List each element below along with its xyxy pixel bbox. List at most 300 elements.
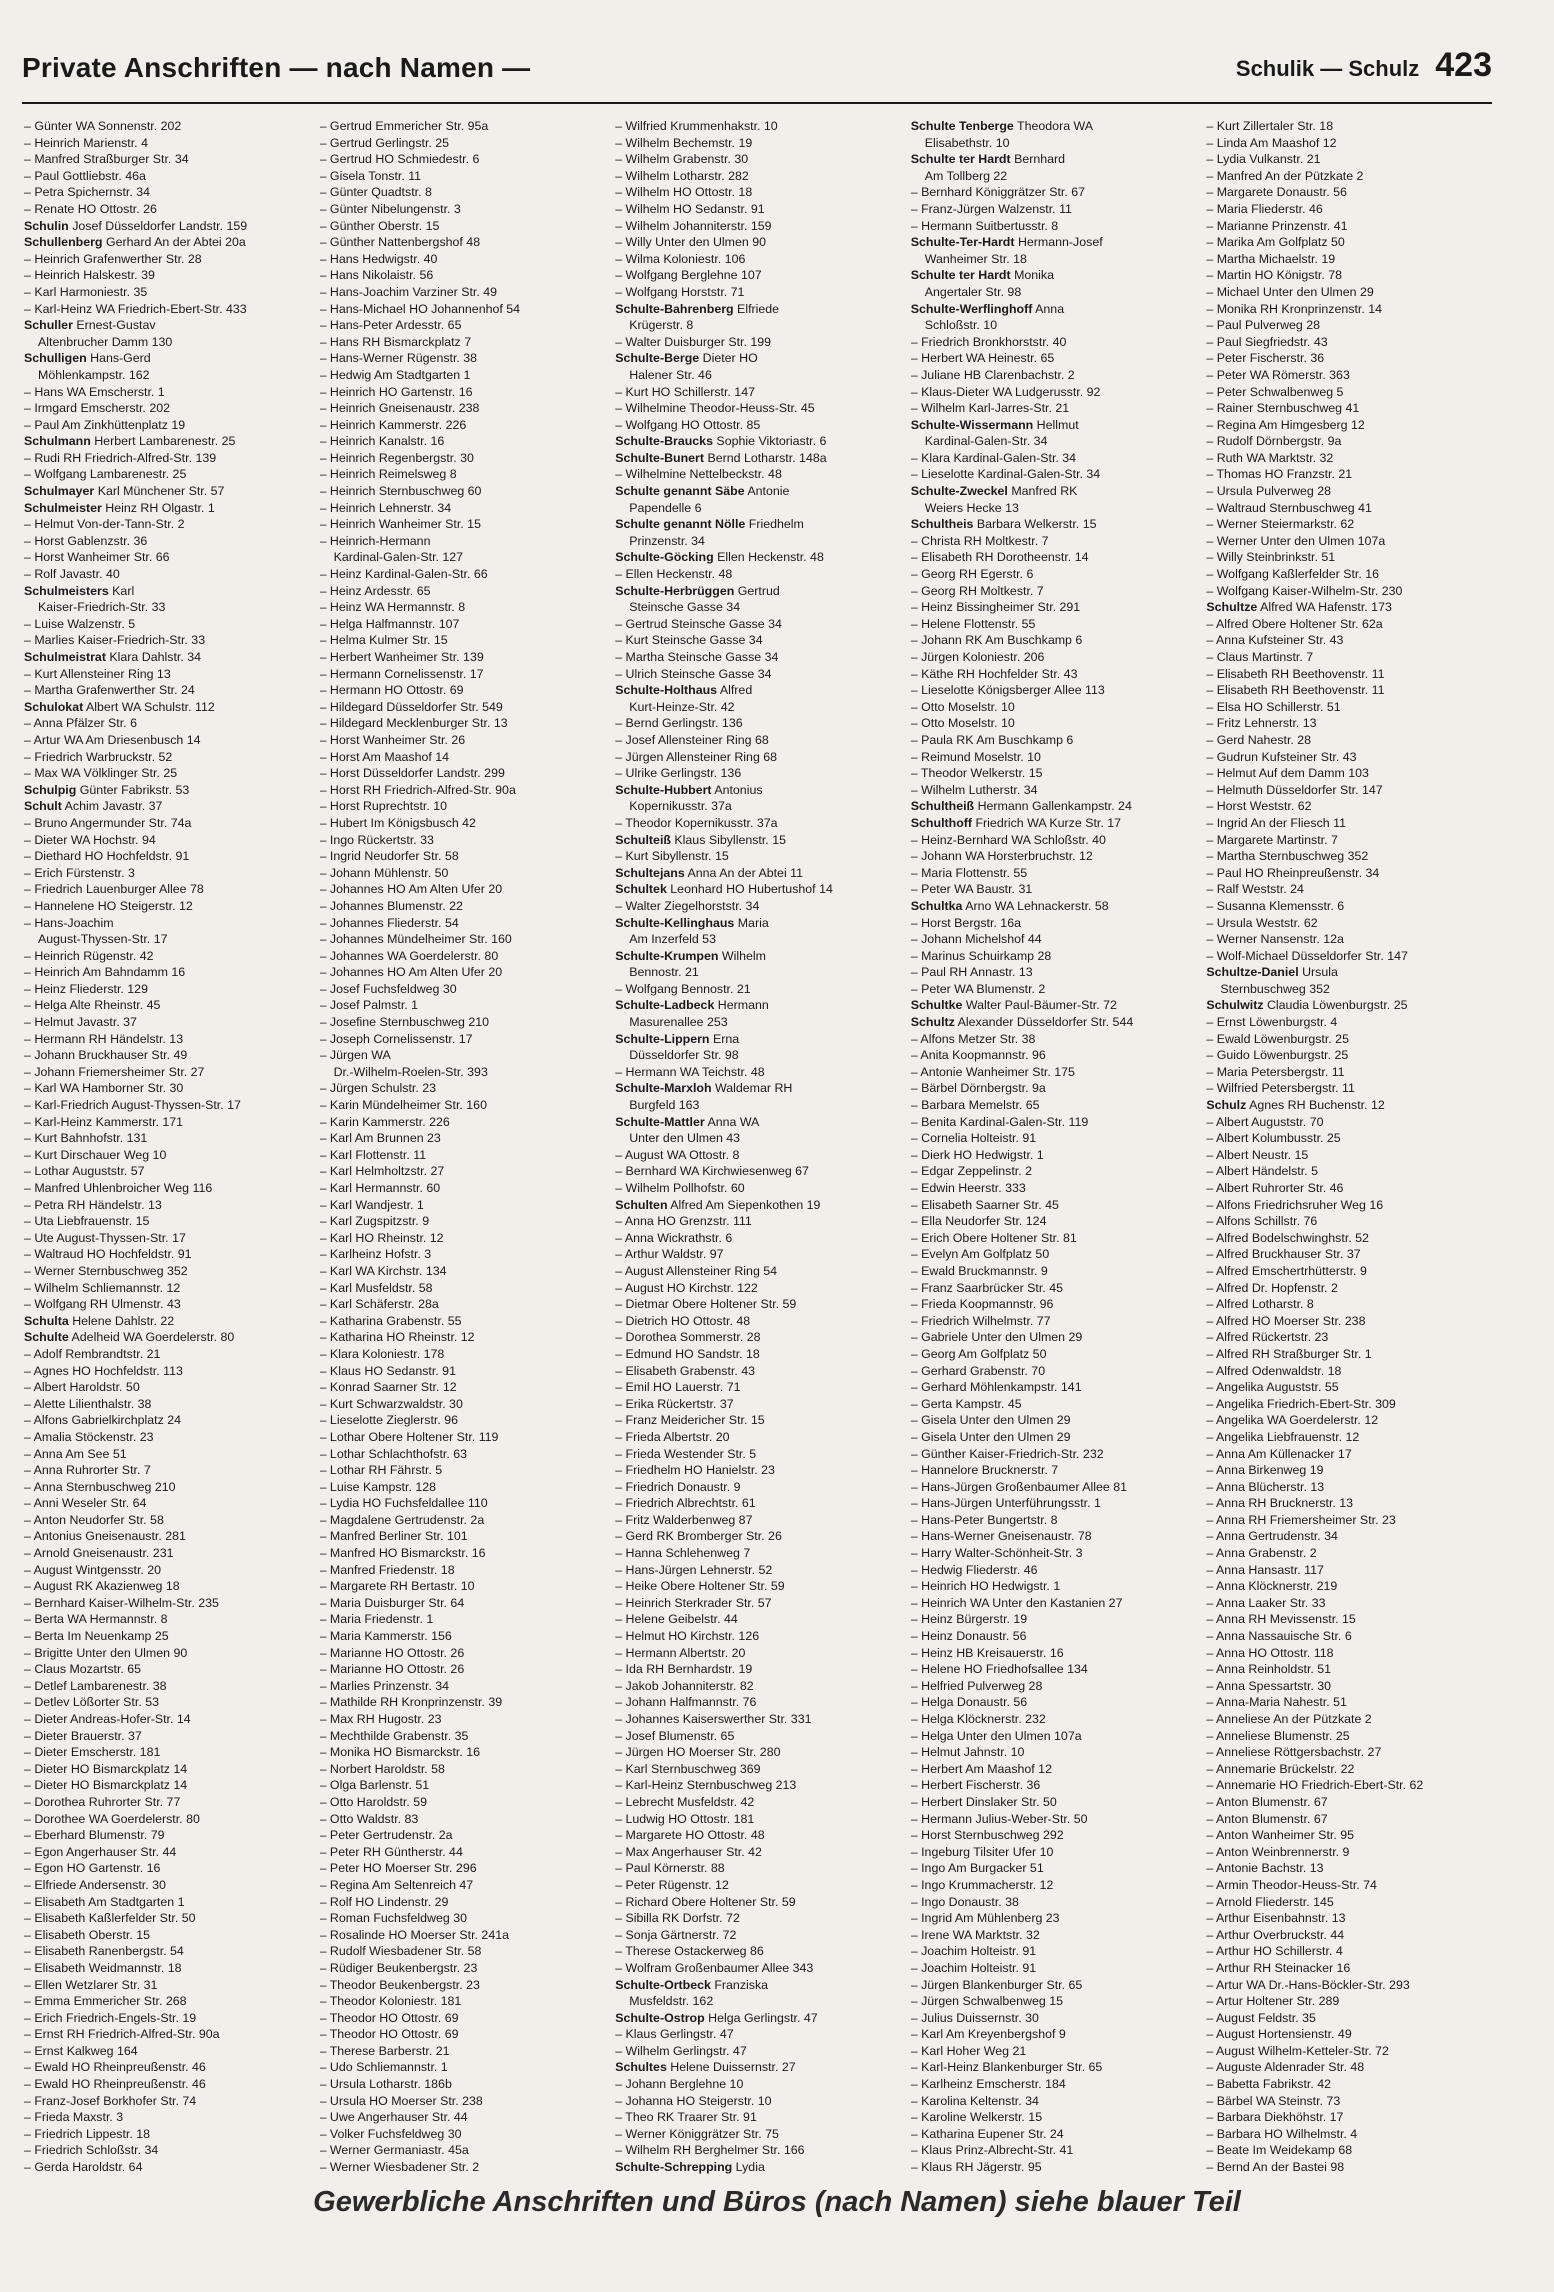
entry-text: – Wolf-Michael Düsseldorfer Str. 147 xyxy=(1206,948,1408,963)
entry-text: – Hans Hedwigstr. 40 xyxy=(319,251,438,266)
directory-entry xyxy=(911,1213,1203,1230)
entry-text: – Alfons Metzer Str. 38 xyxy=(910,1031,1036,1046)
entry-text: – Maria Petersbergstr. 11 xyxy=(1206,1064,1345,1079)
directory-entry xyxy=(320,1910,612,1927)
directory-entry xyxy=(320,1014,612,1031)
directory-entry xyxy=(911,1246,1203,1263)
directory-entry xyxy=(911,483,1203,500)
directory-entry xyxy=(24,417,316,434)
entry-text: – Susanna Klemensstr. 6 xyxy=(1206,898,1345,913)
entry-text: Dr.-Wilhelm-Roelen-Str. 393 xyxy=(333,1064,488,1079)
entry-text: – Ingrid Am Mühlenberg 23 xyxy=(910,1911,1060,1926)
entry-text: Kaiser-Friedrich-Str. 33 xyxy=(38,600,166,615)
entry-text: – Walter Ziegelhorststr. 34 xyxy=(615,898,760,913)
entry-text: – Herbert Am Maashof 12 xyxy=(910,1761,1052,1776)
directory-entry xyxy=(320,599,612,616)
entry-text: – Wilhelmine Theodor-Heuss-Str. 45 xyxy=(615,401,815,416)
directory-entry xyxy=(320,384,612,401)
directory-entry xyxy=(1206,2159,1498,2176)
entry-text: – Gisela Unter den Ulmen 29 xyxy=(910,1429,1071,1444)
directory-entry xyxy=(320,417,612,434)
entry-text: – Johannes HO Am Alten Ufer 20 xyxy=(319,965,503,980)
entry-text: – Anneliese Röttgersbachstr. 27 xyxy=(1206,1745,1382,1760)
page-number: 423 xyxy=(1435,46,1492,84)
directory-entry xyxy=(1206,832,1498,849)
entry-text: – Theo RK Traarer Str. 91 xyxy=(615,2110,757,2125)
entry-text: – Linda Am Maashof 12 xyxy=(1206,135,1337,150)
entry-text: Kardinal-Galen-Str. 34 xyxy=(924,434,1048,449)
entry-text: – Gisela Unter den Ulmen 29 xyxy=(910,1413,1071,1428)
entry-text: – Alette Lilienthalstr. 38 xyxy=(24,1396,152,1411)
surname-heading: Schulte-Marxloh xyxy=(615,1081,712,1096)
entry-text: – Anni Weseler Str. 64 xyxy=(24,1496,147,1511)
entry-text: – Elisabeth RH Beethovenstr. 11 xyxy=(1206,683,1385,698)
entry-text: Claudia Löwenburgstr. 25 xyxy=(1263,998,1408,1013)
entry-text: – Horst Wanheimer Str. 66 xyxy=(24,550,170,565)
entry-text: Am Inzerfeld 53 xyxy=(629,932,716,947)
entry-text: – Karl Zugspitzstr. 9 xyxy=(319,1214,430,1229)
entry-text: – Ute August-Thyssen-Str. 17 xyxy=(24,1230,186,1245)
directory-entry xyxy=(615,1246,907,1263)
entry-text: – Arthur Eisenbahnstr. 13 xyxy=(1206,1911,1346,1926)
entry-text: – Bernhard Königgrätzer Str. 67 xyxy=(910,185,1086,200)
directory-entry xyxy=(615,500,907,517)
entry-text: – Heinrich HO Hedwigstr. 1 xyxy=(910,1579,1061,1594)
directory-entry xyxy=(320,1794,612,1811)
directory-entry xyxy=(615,1860,907,1877)
directory-entry xyxy=(1206,848,1498,865)
entry-text: – Heinrich Wanheimer Str. 15 xyxy=(319,517,481,532)
directory-entry xyxy=(24,1744,316,1761)
directory-entry xyxy=(615,732,907,749)
entry-text: – Kurt Steinsche Gasse 34 xyxy=(615,633,763,648)
entry-text: – Alfred Bruckhauser Str. 37 xyxy=(1206,1247,1361,1262)
directory-entry xyxy=(320,981,612,998)
surname-heading: Schulmeisters xyxy=(24,583,109,598)
entry-text: – Günter Nibelungenstr. 3 xyxy=(319,201,461,216)
entry-text: Papendelle 6 xyxy=(629,500,702,515)
directory-entry xyxy=(911,1811,1203,1828)
entry-text: – Klaus-Dieter WA Ludgerusstr. 92 xyxy=(910,384,1101,399)
entry-text: Agnes RH Buchenstr. 12 xyxy=(1246,1098,1385,1113)
entry-text: – Wolfgang RH Ulmenstr. 43 xyxy=(24,1297,181,1312)
directory-entry xyxy=(320,915,612,932)
directory-entry xyxy=(911,1014,1203,1031)
directory-entry xyxy=(24,682,316,699)
entry-text: Masurenallee 253 xyxy=(629,1015,728,1030)
directory-entry xyxy=(320,267,612,284)
directory-entry xyxy=(911,2093,1203,2110)
entry-text: – Hans-Werner Gneisenaustr. 78 xyxy=(910,1529,1092,1544)
entry-text: – Günter Quadtstr. 8 xyxy=(319,185,432,200)
directory-entry xyxy=(24,2159,316,2176)
entry-text: – Anna Kufsteiner Str. 43 xyxy=(1206,633,1344,648)
entry-text: – Theodor HO Ottostr. 69 xyxy=(319,2010,459,2025)
entry-text: – Erika Rückertstr. 37 xyxy=(615,1396,734,1411)
directory-entry xyxy=(24,2126,316,2143)
entry-text: – Karl-Heinz Kammerstr. 171 xyxy=(24,1114,184,1129)
entry-text: – Dorothea Ruhrorter Str. 77 xyxy=(24,1794,181,1809)
directory-entry xyxy=(320,649,612,666)
listing-column-2 xyxy=(320,118,612,2178)
directory-entry xyxy=(911,1927,1203,1944)
entry-text: August-Thyssen-Str. 17 xyxy=(38,932,168,947)
surname-heading: Schullenberg xyxy=(24,235,103,250)
entry-text: – Anna Reinholdstr. 51 xyxy=(1206,1662,1332,1677)
directory-entry xyxy=(1206,201,1498,218)
directory-entry xyxy=(320,1363,612,1380)
entry-text: – Therese Barberstr. 21 xyxy=(319,2043,450,2058)
entry-text: – Ernst RH Friedrich-Alfred-Str. 90a xyxy=(24,2027,220,2042)
entry-text: – Gerhard Möhlenkampstr. 141 xyxy=(910,1380,1082,1395)
entry-text: Kopernikusstr. 37a xyxy=(629,799,732,814)
entry-text: – Ellen Heckenstr. 48 xyxy=(615,567,733,582)
directory-entry xyxy=(1206,2126,1498,2143)
directory-entry xyxy=(320,1280,612,1297)
directory-entry xyxy=(615,1528,907,1545)
directory-entry xyxy=(911,1844,1203,1861)
directory-entry xyxy=(1206,1114,1498,1131)
directory-entry xyxy=(911,118,1203,135)
directory-entry xyxy=(911,1446,1203,1463)
entry-text: Elisabethstr. 10 xyxy=(924,135,1010,150)
directory-entry xyxy=(615,1844,907,1861)
directory-entry xyxy=(615,948,907,965)
entry-text: Erna xyxy=(709,1031,740,1046)
directory-entry xyxy=(320,500,612,517)
entry-text: – Klaus HO Sedanstr. 91 xyxy=(319,1363,456,1378)
directory-entry xyxy=(320,1528,612,1545)
entry-text: – Berta Im Neuenkamp 25 xyxy=(24,1629,169,1644)
entry-text: – Antonius Gneisenaustr. 281 xyxy=(24,1529,186,1544)
directory-entry xyxy=(615,1960,907,1977)
surname-heading: Schulte-Schrepping xyxy=(615,2160,733,2175)
directory-entry xyxy=(24,367,316,384)
directory-entry xyxy=(24,1910,316,1927)
entry-text: Klaus Sibyllenstr. 15 xyxy=(670,832,786,847)
entry-text: – Jürgen Schwalbenweg 15 xyxy=(910,1994,1064,2009)
directory-entry xyxy=(24,881,316,898)
entry-text: Steinsche Gasse 34 xyxy=(629,600,741,615)
entry-text: – Hedwig Am Stadtgarten 1 xyxy=(319,367,471,382)
entry-text: Alfred xyxy=(717,683,753,698)
surname-heading: Schulte-Hubbert xyxy=(615,782,712,797)
entry-text: – Monika HO Bismarckstr. 16 xyxy=(319,1745,481,1760)
entry-text: – Wolfgang Kaßlerfelder Str. 16 xyxy=(1206,567,1380,582)
entry-text: – Helmut Von-der-Tann-Str. 2 xyxy=(24,517,185,532)
entry-text: – Klaus Gerlingstr. 47 xyxy=(615,2027,734,2042)
entry-text: – Berta WA Hermannstr. 8 xyxy=(24,1612,168,1627)
entry-text: – Bärbel WA Steinstr. 73 xyxy=(1206,2093,1341,2108)
directory-entry xyxy=(911,881,1203,898)
entry-text: – Barbara Diekhöhstr. 17 xyxy=(1206,2110,1344,2125)
directory-entry xyxy=(911,334,1203,351)
entry-text: – Rainer Sternbuschweg 41 xyxy=(1206,401,1360,416)
entry-text: – Anna Am Küllenacker 17 xyxy=(1206,1446,1352,1461)
directory-entry xyxy=(615,1163,907,1180)
entry-text: Elfriede xyxy=(733,301,780,316)
entry-text: – Gerta Kampstr. 45 xyxy=(910,1396,1022,1411)
entry-text: – Karl-Friedrich August-Thyssen-Str. 17 xyxy=(24,1098,241,1113)
entry-text: – Johann Mühlenstr. 50 xyxy=(319,865,449,880)
entry-text: – Karl Flottenstr. 11 xyxy=(319,1147,427,1162)
entry-text: – Roman Fuchsfeldweg 30 xyxy=(319,1911,467,1926)
entry-text: – Anna Laaker Str. 33 xyxy=(1206,1595,1326,1610)
directory-entry xyxy=(911,1396,1203,1413)
listing-column-1 xyxy=(24,118,316,2178)
entry-text: – Ludwig HO Ottostr. 181 xyxy=(615,1811,755,1826)
directory-entry xyxy=(911,1230,1203,1247)
directory-entry xyxy=(320,682,612,699)
entry-text: – Friedrich Schloßstr. 34 xyxy=(24,2143,159,2158)
surname-heading: Schulte xyxy=(24,1330,69,1345)
directory-entry xyxy=(24,699,316,716)
entry-text: Heinz RH Olgastr. 1 xyxy=(101,500,215,515)
entry-text: – Evelyn Am Golfplatz 50 xyxy=(910,1247,1050,1262)
entry-text: – Wilma Koloniestr. 106 xyxy=(615,251,746,266)
entry-text: – Marianne HO Ottostr. 26 xyxy=(319,1662,465,1677)
directory-entry xyxy=(911,450,1203,467)
entry-text: – Lothar Auguststr. 57 xyxy=(24,1164,145,1179)
directory-entry xyxy=(24,782,316,799)
entry-text: – Heinrich-Hermann xyxy=(319,533,431,548)
entry-text: – Paula RK Am Buschkamp 6 xyxy=(910,732,1074,747)
entry-text: – Ingeburg Tilsiter Ufer 10 xyxy=(910,1844,1054,1859)
entry-text: – Jürgen Koloniestr. 206 xyxy=(910,650,1045,664)
directory-entry xyxy=(24,500,316,517)
entry-text: – Helga Unter den Ulmen 107a xyxy=(910,1728,1082,1743)
listing-column-5 xyxy=(1206,118,1498,2178)
directory-entry xyxy=(615,334,907,351)
entry-text: – Johannes Blumenstr. 22 xyxy=(319,898,463,913)
directory-entry xyxy=(911,1462,1203,1479)
directory-entry xyxy=(320,301,612,318)
entry-text: Am Tollberg 22 xyxy=(924,168,1008,183)
directory-entry xyxy=(320,284,612,301)
directory-entry xyxy=(24,1047,316,1064)
surname-heading: Schulte-Krumpen xyxy=(615,948,719,963)
entry-text: – Arthur Waldstr. 97 xyxy=(615,1247,724,1262)
entry-text: Anna An der Abtei 11 xyxy=(684,865,803,880)
entry-text: Friedrich WA Kurze Str. 17 xyxy=(972,815,1122,830)
directory-entry xyxy=(320,1811,612,1828)
directory-entry xyxy=(615,317,907,334)
directory-entry xyxy=(320,1711,612,1728)
directory-entry xyxy=(320,1097,612,1114)
entry-text: – Anton Blumenstr. 67 xyxy=(1206,1794,1328,1809)
directory-entry xyxy=(320,1562,612,1579)
directory-entry xyxy=(1206,715,1498,732)
directory-entry xyxy=(911,2043,1203,2060)
directory-entry xyxy=(911,184,1203,201)
directory-entry xyxy=(320,1479,612,1496)
entry-text: – Anna Pfälzer Str. 6 xyxy=(24,716,137,731)
surname-heading: Schulthoff xyxy=(910,815,973,830)
entry-text: – Armin Theodor-Heuss-Str. 74 xyxy=(1206,1877,1377,1892)
entry-text: – Christa RH Moltkestr. 7 xyxy=(910,533,1049,548)
directory-entry xyxy=(615,301,907,318)
directory-entry xyxy=(1206,151,1498,168)
directory-entry xyxy=(911,1595,1203,1612)
directory-entry xyxy=(320,201,612,218)
directory-entry xyxy=(24,798,316,815)
entry-text: – Hans-Michael HO Johannenhof 54 xyxy=(319,301,521,316)
directory-entry xyxy=(911,848,1203,865)
entry-text xyxy=(911,2177,1053,2178)
entry-text: – Guido Löwenburgstr. 25 xyxy=(1206,1048,1349,1063)
entry-text: – Lieselotte Königsberger Allee 113 xyxy=(910,683,1105,698)
directory-entry xyxy=(911,1379,1203,1396)
directory-entry xyxy=(24,1363,316,1380)
directory-entry xyxy=(911,1280,1203,1297)
directory-entry xyxy=(1206,1446,1498,1463)
directory-entry xyxy=(24,1313,316,1330)
directory-entry xyxy=(1206,931,1498,948)
entry-text: – Reimund Moselstr. 10 xyxy=(910,749,1041,764)
directory-entry xyxy=(320,533,612,550)
entry-text: – Paul Am Zinkhüttenplatz 19 xyxy=(24,417,186,432)
directory-entry xyxy=(615,1744,907,1761)
entry-text: – Anna Klöcknerstr. 219 xyxy=(1206,1579,1338,1594)
directory-entry xyxy=(615,1794,907,1811)
directory-entry xyxy=(1206,1645,1498,1662)
directory-entry xyxy=(1206,516,1498,533)
directory-entry xyxy=(615,649,907,666)
entry-text: Helene Dahlstr. 22 xyxy=(68,1313,175,1328)
entry-text: – Karl Am Brunnen 23 xyxy=(319,1131,441,1146)
entry-text: – Peter WA Römerstr. 363 xyxy=(1206,367,1350,382)
entry-text: – Anna Blücherstr. 13 xyxy=(1206,1479,1325,1494)
directory-entry xyxy=(24,317,316,334)
surname-heading: Schulwitz xyxy=(1206,998,1264,1013)
entry-text: – Frieda Westender Str. 5 xyxy=(615,1446,757,1461)
entry-text: – Ingo Donaustr. 38 xyxy=(910,1894,1019,1909)
entry-text: Ernest-Gustav xyxy=(72,318,156,333)
entry-text: – Eberhard Blumenstr. 79 xyxy=(24,1828,165,1843)
entry-text: – Helmut HO Kirchstr. 126 xyxy=(615,1629,760,1644)
entry-text: – Alfred Obere Holtener Str. 62a xyxy=(1206,616,1383,631)
directory-entry xyxy=(24,1246,316,1263)
directory-entry xyxy=(1206,1894,1498,1911)
entry-text: – Johanna HO Steigerstr. 10 xyxy=(615,2093,772,2108)
entry-text: – Paul RH Annastr. 13 xyxy=(910,965,1033,980)
directory-entry xyxy=(320,400,612,417)
entry-text: Antonie xyxy=(744,484,790,499)
entry-text: – Max RH Hugostr. 23 xyxy=(319,1712,442,1726)
surname-heading: Schulte-Ladbeck xyxy=(615,998,715,1013)
entry-text: Alfred WA Hafenstr. 173 xyxy=(1257,600,1392,615)
entry-text: – Harry Walter-Schönheit-Str. 3 xyxy=(910,1546,1083,1561)
surname-heading: Schulten xyxy=(615,1197,668,1212)
directory-entry xyxy=(615,2059,907,2076)
directory-entry xyxy=(911,1495,1203,1512)
entry-text: – Dieter HO Bismarckplatz 14 xyxy=(24,1778,188,1793)
surname-heading: Schulte-Ostrop xyxy=(615,2010,705,2025)
directory-entry xyxy=(320,666,612,683)
entry-text: – Regina Am Himgesberg 12 xyxy=(1206,417,1365,432)
entry-text: – Horst RH Friedrich-Alfred-Str. 90a xyxy=(319,782,516,797)
surname-heading: Schultze xyxy=(1206,600,1258,615)
directory-entry xyxy=(615,1512,907,1529)
directory-entry xyxy=(911,168,1203,185)
directory-entry xyxy=(615,1280,907,1297)
entry-text: – Gisela Tonstr. 11 xyxy=(319,168,422,183)
directory-entry xyxy=(1206,1412,1498,1429)
directory-entry xyxy=(24,350,316,367)
directory-entry xyxy=(320,1512,612,1529)
surname-heading: Schultke xyxy=(910,998,963,1013)
entry-text: – Ursula HO Moerser Str. 238 xyxy=(319,2093,483,2108)
entry-text: – Albert Kolumbusstr. 25 xyxy=(1206,1131,1341,1146)
directory-entry xyxy=(24,1130,316,1147)
directory-entry xyxy=(615,1147,907,1164)
directory-entry xyxy=(911,583,1203,600)
entry-text: – Jürgen HO Moerser Str. 280 xyxy=(615,1745,781,1760)
entry-text: – Franz-Jürgen Walzenstr. 11 xyxy=(910,201,1072,216)
directory-entry xyxy=(911,666,1203,683)
directory-entry xyxy=(911,1744,1203,1761)
entry-text: – Heinrich Am Bahndamm 16 xyxy=(24,965,186,980)
directory-entry xyxy=(911,1346,1203,1363)
directory-entry xyxy=(24,2010,316,2027)
directory-entry xyxy=(24,1827,316,1844)
entry-text: – Benita Kardinal-Galen-Str. 119 xyxy=(910,1114,1089,1129)
directory-entry xyxy=(1206,1479,1498,1496)
directory-entry xyxy=(24,931,316,948)
entry-text: – Karl-Heinz WA Friedrich-Ebert-Str. 433 xyxy=(24,301,247,316)
entry-text: – Georg RH Moltkestr. 7 xyxy=(910,583,1044,598)
entry-text: – Ursula Lotharstr. 186b xyxy=(319,2077,452,2092)
directory-entry xyxy=(911,549,1203,566)
entry-text: – Lieselotte Zieglerstr. 96 xyxy=(319,1413,459,1428)
directory-entry xyxy=(320,583,612,600)
directory-entry xyxy=(1206,1943,1498,1960)
directory-entry xyxy=(911,1761,1203,1778)
listing-columns xyxy=(24,118,1498,2178)
directory-entry xyxy=(911,1628,1203,1645)
entry-text: – Heinrich Rügenstr. 42 xyxy=(24,948,154,963)
directory-entry xyxy=(615,1993,907,2010)
surname-heading: Schulte Tenberge xyxy=(910,119,1014,133)
entry-text: – Wilhelm HO Sedanstr. 91 xyxy=(615,201,765,216)
entry-text: – Marianne HO Ottostr. 26 xyxy=(319,1645,465,1660)
directory-entry xyxy=(911,1877,1203,1894)
directory-entry xyxy=(24,1197,316,1214)
entry-text: – Josef Blumenstr. 65 xyxy=(615,1728,735,1743)
directory-entry xyxy=(615,1296,907,1313)
directory-entry xyxy=(615,1047,907,1064)
directory-entry xyxy=(320,1047,612,1064)
surname-heading: Schultheis xyxy=(910,517,974,532)
entry-text: – Beate Im Weidekamp 68 xyxy=(1206,2143,1353,2158)
directory-entry xyxy=(24,1578,316,1595)
entry-text: – Peter HO Moerser Str. 296 xyxy=(319,1861,477,1876)
entry-text: – Wilhelm Grabenstr. 30 xyxy=(615,152,749,167)
directory-entry xyxy=(320,1960,612,1977)
entry-text: – Franz Saarbrücker Str. 45 xyxy=(910,1280,1063,1295)
directory-entry xyxy=(320,1230,612,1247)
directory-entry xyxy=(320,1263,612,1280)
directory-entry xyxy=(911,466,1203,483)
entry-text: Unter den Ulmen 43 xyxy=(629,1131,741,1146)
directory-entry xyxy=(24,1794,316,1811)
entry-text: – Babetta Fabrikstr. 42 xyxy=(1206,2077,1332,2092)
entry-text: – Margarete RH Bertastr. 10 xyxy=(319,1579,475,1594)
directory-entry xyxy=(615,583,907,600)
entry-text: – Norbert Haroldstr. 58 xyxy=(319,1761,445,1776)
directory-entry xyxy=(911,1479,1203,1496)
directory-entry xyxy=(911,2010,1203,2027)
